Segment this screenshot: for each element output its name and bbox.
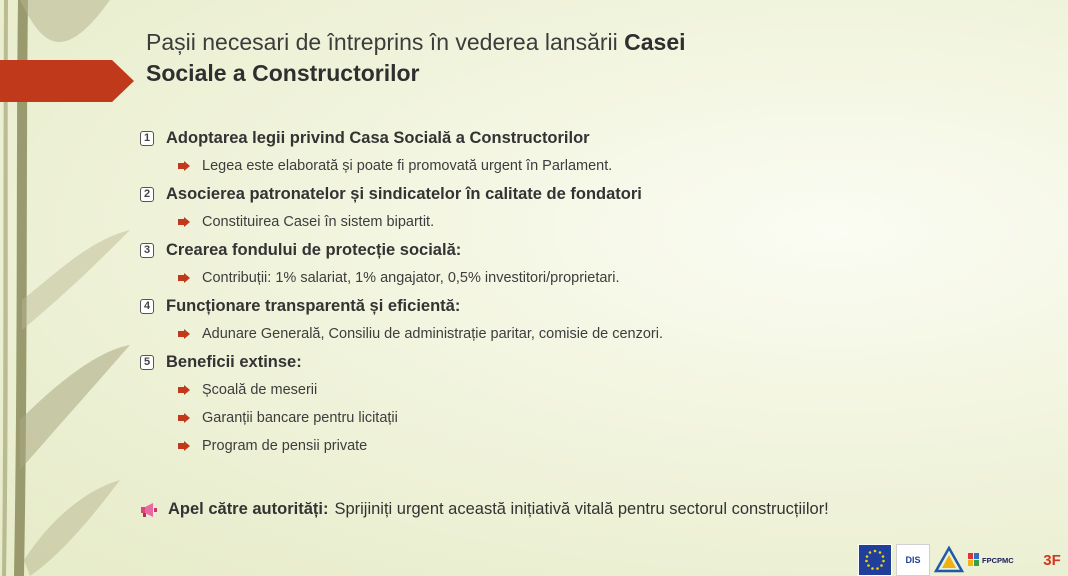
step-title: Adoptarea legii privind Casa Socială a Constructorilor — [166, 128, 590, 147]
megaphone-icon — [140, 502, 158, 518]
step-title: Crearea fondului de protecție socială: — [166, 240, 462, 259]
step-bullet — [178, 264, 980, 292]
step-number-badge: 1 — [140, 131, 154, 146]
appeal-label: Apel către autorități: — [168, 500, 329, 518]
title-arrow-banner — [0, 60, 134, 102]
step-title: Beneficii extinse: — [166, 352, 302, 371]
eu-flag-logo — [858, 544, 892, 576]
step-number-badge: 4 — [140, 299, 154, 314]
fpcpmc-logo — [968, 545, 1032, 575]
appeal-line — [140, 500, 829, 519]
arrow-bullet-icon — [178, 217, 190, 227]
3f-logo — [1036, 545, 1068, 575]
leaf-mid — [22, 230, 130, 330]
slide-title — [146, 27, 866, 89]
dis-logo: DIS — [896, 544, 930, 576]
step-bullet-text: Constituirea Casei în sistem bipartit. — [202, 214, 435, 230]
title-bold-text-1: Casei — [624, 29, 686, 55]
title-bold-text-2: Sociale a Constructorilor — [146, 60, 420, 86]
step-title: Funcționare transparentă și eficientă: — [166, 296, 461, 315]
step-bullet-text: Școală de meserii — [202, 382, 318, 398]
step-number-badge: 5 — [140, 355, 154, 370]
decorative-leaves — [0, 0, 140, 576]
step-bullet-text: Program de pensii private — [202, 438, 368, 454]
triangle-logo-icon — [934, 546, 964, 574]
step-number-badge: 2 — [140, 187, 154, 202]
partner-logos — [858, 544, 1068, 576]
step-number-badge: 3 — [140, 243, 154, 258]
leaf-lower — [24, 480, 120, 576]
arrow-bullet-icon — [178, 161, 190, 171]
leaf-top — [20, 0, 110, 42]
title-regular-text: Pașii necesari de întreprins în vederea lansării — [146, 29, 625, 55]
step-title: Asocierea patronatelor și sindicatelor în calitate de fondatori — [166, 184, 642, 203]
step-item-1 — [140, 124, 980, 180]
step-bullet-text: Legea este elaborată și poate fi promovată urgent în Parlament. — [202, 158, 613, 174]
arrow-bullet-icon — [178, 329, 190, 339]
step-bullet — [178, 404, 980, 432]
arrow-bullet-icon — [178, 273, 190, 283]
steps-list — [140, 124, 980, 460]
appeal-text: Sprijiniți urgent această inițiativă vitală pentru sectorul construcțiilor! — [334, 500, 829, 518]
3f-number: 3 — [1043, 551, 1052, 569]
3f-letter: F — [1051, 551, 1061, 569]
step-bullet-text: Garanții bancare pentru licitații — [202, 410, 398, 426]
step-bullet-text: Adunare Generală, Consiliu de administrație paritar, comisie de cenzori. — [202, 326, 664, 342]
eu-stars-icon — [860, 546, 890, 574]
arrow-bullet-icon — [178, 441, 190, 451]
sindicate-triangle-logo — [934, 545, 964, 575]
step-bullet-text: Contribuții: 1% salariat, 1% angajator, 0,5% investitori/proprietari. — [202, 270, 620, 286]
leaf-bottom — [20, 345, 130, 470]
arrow-bullet-icon — [178, 413, 190, 423]
step-bullet — [178, 376, 980, 404]
step-item-4 — [140, 292, 980, 348]
fpcpmc-mark-icon — [968, 553, 980, 567]
step-bullet — [178, 320, 980, 348]
step-item-3 — [140, 236, 980, 292]
step-bullet — [178, 152, 980, 180]
step-bullet — [178, 208, 980, 236]
fpcpmc-text: FPCPMC — [982, 555, 1014, 565]
step-item-2 — [140, 180, 980, 236]
arrow-bullet-icon — [178, 385, 190, 395]
step-bullet — [178, 432, 980, 460]
step-item-5 — [140, 348, 980, 460]
